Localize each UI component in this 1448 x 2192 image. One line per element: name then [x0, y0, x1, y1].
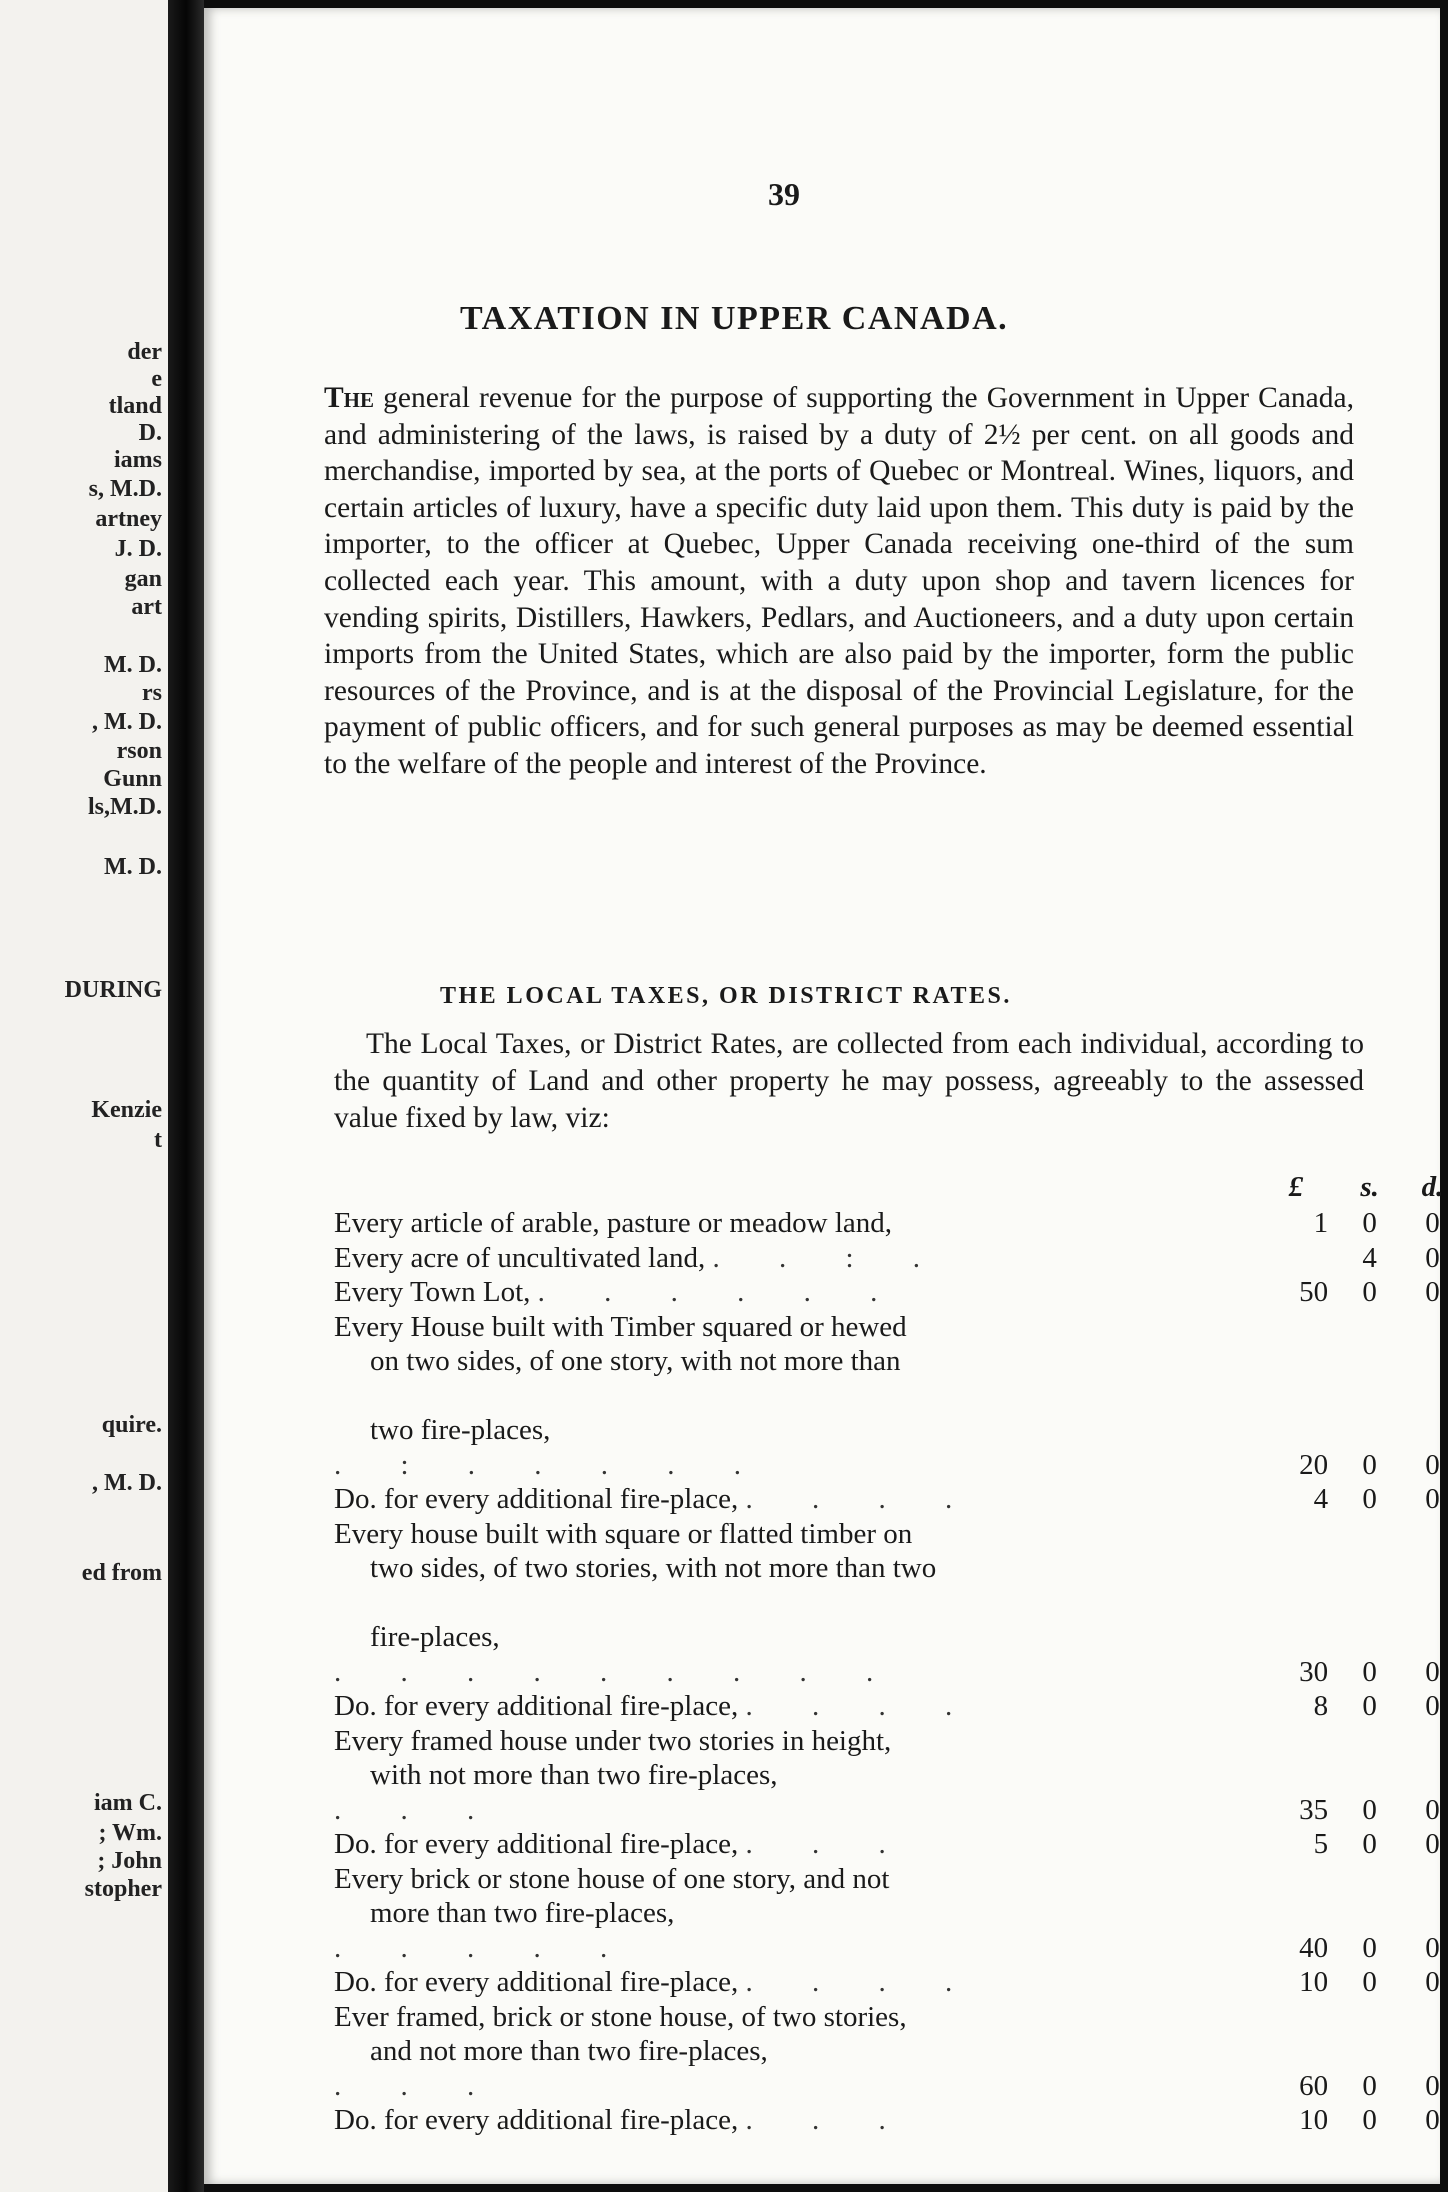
- pounds-value: 5: [1313, 1828, 1329, 1860]
- rate-description: [334, 1827, 1253, 1862]
- pence-value: 0: [1425, 1448, 1440, 1481]
- leader-dots: . . . . .: [334, 1931, 634, 1964]
- rates-table: [334, 1168, 1448, 2138]
- rate-description: [334, 1689, 1253, 1724]
- leader-dots: . . . .: [745, 1966, 979, 1998]
- facing-page-fragment: gan: [124, 566, 162, 592]
- pounds-value: [1253, 1241, 1338, 1276]
- facing-page-fragment: iams: [114, 447, 162, 473]
- pounds-header: £: [1288, 1170, 1304, 1203]
- rate-description-line: Every Town Lot,: [334, 1276, 531, 1308]
- rate-description: [334, 1206, 1253, 1241]
- facing-page-fragment: rson: [116, 738, 162, 764]
- rate-description-line: Every house built with square or flatted timber on: [334, 1517, 913, 1550]
- rate-description-line: Ever framed, brick or stone house, of two stories,: [334, 2000, 907, 2033]
- rate-row: [334, 1724, 1448, 1828]
- facing-page-fragment: ; Wm.: [98, 1820, 162, 1846]
- shillings-value: 0: [1362, 1828, 1377, 1860]
- rate-description-line: Every article of arable, pasture or meadow land,: [334, 1207, 892, 1239]
- pounds-value: 60: [1299, 2069, 1329, 2102]
- rate-description-line: fire-places,: [370, 1621, 500, 1653]
- rate-description: [334, 1275, 1253, 1310]
- rate-description-line: and not more than two fire-places,: [370, 2035, 768, 2067]
- facing-page-fragment: M. D.: [104, 854, 162, 880]
- facing-page-fragment: D.: [138, 420, 162, 446]
- pounds-value: 10: [1299, 2104, 1329, 2136]
- facing-page-fragment: , M. D.: [92, 1470, 162, 1496]
- shillings-value: 0: [1362, 2069, 1377, 2102]
- pounds-value: 35: [1299, 1793, 1329, 1826]
- pence-value: 0: [1425, 2069, 1440, 2102]
- pence-value: 0: [1425, 1690, 1440, 1722]
- rate-row: [334, 1275, 1448, 1310]
- rate-row: [334, 1241, 1448, 1276]
- shillings-value: 0: [1362, 1276, 1377, 1308]
- rate-description-line: Do. for every additional fire-place,: [334, 1966, 739, 1998]
- page-title: TAXATION IN UPPER CANADA.: [460, 300, 1009, 337]
- pounds-value: 1: [1313, 1207, 1329, 1239]
- rate-description: [334, 1862, 1253, 1966]
- intro-dropcap: The: [324, 382, 375, 414]
- leader-dots: . . . .: [745, 1690, 979, 1722]
- rate-description-line: two fire-places,: [370, 1414, 551, 1446]
- rate-row: [334, 2103, 1448, 2138]
- pence-value: 0: [1425, 1276, 1440, 1308]
- facing-page-fragment: tland: [108, 393, 162, 419]
- facing-page-fragment: art: [131, 594, 162, 620]
- leader-dots: . . .: [745, 1828, 912, 1860]
- rate-description-line: Every framed house under two stories in height,: [334, 1724, 892, 1757]
- pounds-value: 10: [1299, 1966, 1329, 1998]
- facing-page-fragment: J. D.: [114, 536, 162, 562]
- book-page: [204, 8, 1444, 2184]
- pence-value: 0: [1425, 1655, 1440, 1688]
- facing-page-fragment: rs: [142, 680, 162, 706]
- facing-page-fragment: ls,M.D.: [88, 794, 162, 820]
- facing-page-fragment: Gunn: [103, 766, 162, 792]
- pence-value: 0: [1425, 1793, 1440, 1826]
- pounds-value: 4: [1313, 1483, 1329, 1515]
- rate-description-line: Do. for every additional fire-place,: [334, 2104, 739, 2136]
- facing-page-fragment: Kenzie: [91, 1097, 162, 1123]
- facing-page-fragment: iam C.: [94, 1790, 162, 1816]
- shillings-value: 0: [1362, 1931, 1377, 1964]
- rate-row: [334, 1482, 1448, 1517]
- rate-description-line: Do. for every additional fire-place,: [334, 1483, 739, 1515]
- rate-row: [334, 1206, 1448, 1241]
- shillings-header: s.: [1360, 1170, 1379, 1203]
- facing-page-fragment: DURING: [64, 977, 162, 1003]
- pence-value: 0: [1425, 1241, 1440, 1274]
- shillings-value: 0: [1362, 1793, 1377, 1826]
- shillings-value: 0: [1362, 1966, 1377, 1998]
- leader-dots: . . . .: [745, 1483, 979, 1515]
- rate-description-line: more than two fire-places,: [370, 1897, 675, 1929]
- rate-description-line: with not more than two fire-places,: [370, 1759, 778, 1791]
- shillings-value: 0: [1362, 2104, 1377, 2136]
- facing-page-fragment: stopher: [84, 1876, 162, 1902]
- intro-text: general revenue for the purpose of supporting the Government in Upper Canada, and administering of the laws, is raised by a duty of 2½ per cent. on all goods and merchandise, imported by sea, at the ports of Quebec or Montreal. Wines, liquors, and certain articles of luxury, have a specific duty laid upon them. This duty is paid by the importer, to the officer at Quebec, Upper Canada receiving one-third of the sum collected each year. This amount, with a duty upon shop and tavern licences for vending spirits, Distillers, Hawkers, Pedlars, and Auctioneers, and a duty upon certain imports from the United States, which are also paid by the importer, form the public resources of the Province, and is at the disposal of the Provincial Legislature, for the payment of public officers, and for such general purposes as may be deemed essential to the welfare of the people and interest of the Province.: [324, 382, 1354, 780]
- facing-page-fragment: quire.: [101, 1412, 162, 1438]
- section-paragraph: [334, 1026, 1364, 1137]
- rate-row: [334, 1862, 1448, 1966]
- rates-header-row: [334, 1168, 1448, 1206]
- facing-page-fragment: ; John: [97, 1848, 162, 1874]
- leader-dots: . . .: [745, 2104, 912, 2136]
- pounds-value: 40: [1299, 1931, 1329, 1964]
- facing-page-fragment: M. D.: [104, 652, 162, 678]
- shillings-value: 4: [1362, 1241, 1377, 1274]
- pence-value: 0: [1425, 1483, 1440, 1515]
- rate-row: [334, 1517, 1448, 1690]
- leader-dots: . . .: [334, 2069, 501, 2102]
- pence-value: 0: [1425, 1966, 1440, 1998]
- pence-value: 0: [1425, 1931, 1440, 1964]
- shillings-value: 0: [1362, 1483, 1377, 1515]
- facing-page-fragment: e: [151, 366, 162, 392]
- pence-header: d.: [1421, 1170, 1444, 1203]
- facing-page-fragment: t: [154, 1127, 162, 1153]
- rate-description-line: two sides, of two stories, with not more than two: [370, 1552, 937, 1584]
- facing-page-fragment: der: [127, 339, 162, 365]
- rate-description-line: Every brick or stone house of one story, and not: [334, 1862, 890, 1895]
- rate-description: [334, 1517, 1253, 1690]
- facing-page-fragment: artney: [95, 506, 162, 532]
- pence-value: 0: [1425, 1828, 1440, 1860]
- pounds-value: 30: [1299, 1655, 1329, 1688]
- desc-header: [334, 1168, 1253, 1206]
- rate-description-line: Every House built with Timber squared or hewed: [334, 1310, 907, 1343]
- pounds-value: 8: [1313, 1690, 1329, 1722]
- rate-description: [334, 2103, 1253, 2138]
- pounds-value: 20: [1299, 1448, 1329, 1481]
- rate-description: [334, 1310, 1253, 1483]
- rate-description-line: Every acre of uncultivated land,: [334, 1241, 706, 1274]
- shillings-value: 0: [1362, 1655, 1377, 1688]
- rate-description: [334, 1965, 1253, 2000]
- pence-value: 0: [1425, 1207, 1440, 1239]
- book-gutter: [168, 0, 204, 2192]
- rate-description: [334, 1482, 1253, 1517]
- rate-description: [334, 2000, 1253, 2104]
- rate-row: [334, 1827, 1448, 1862]
- pence-value: 0: [1425, 2104, 1440, 2136]
- rate-description: [334, 1724, 1253, 1828]
- page-number: 39: [768, 176, 800, 212]
- intro-paragraph: [324, 380, 1354, 783]
- pounds-value: 50: [1299, 1276, 1329, 1308]
- shillings-value: 0: [1362, 1448, 1377, 1481]
- rate-description-line: Do. for every additional fire-place,: [334, 1828, 739, 1860]
- rate-row: [334, 1310, 1448, 1483]
- facing-page-fragment: s, M.D.: [88, 476, 162, 502]
- shillings-value: 0: [1362, 1690, 1377, 1722]
- section-heading: THE LOCAL TAXES, OR DISTRICT RATES.: [440, 983, 1012, 1009]
- facing-page-edge: [0, 0, 168, 2192]
- facing-page-fragment: ed from: [81, 1560, 162, 1586]
- section-text: The Local Taxes, or District Rates, are collected from each individual, according to the quantity of Land and other property he may possess, agreeably to the assessed value fixed by law, viz:: [334, 1028, 1364, 1134]
- leader-dots: . : . . . . .: [334, 1448, 768, 1481]
- shillings-value: 0: [1362, 1207, 1377, 1239]
- rate-description-line: on two sides, of one story, with not more than: [370, 1345, 901, 1377]
- rate-description: [334, 1241, 1253, 1276]
- rate-description-line: Do. for every additional fire-place,: [334, 1690, 739, 1722]
- leader-dots: . . . . . . . . .: [334, 1655, 900, 1688]
- facing-page-fragment: , M. D.: [92, 709, 162, 735]
- leader-dots: . . . . . .: [537, 1276, 904, 1308]
- leader-dots: . . : .: [712, 1241, 947, 1274]
- leader-dots: . . .: [334, 1793, 501, 1826]
- rate-row: [334, 1689, 1448, 1724]
- rate-row: [334, 2000, 1448, 2104]
- rate-row: [334, 1965, 1448, 2000]
